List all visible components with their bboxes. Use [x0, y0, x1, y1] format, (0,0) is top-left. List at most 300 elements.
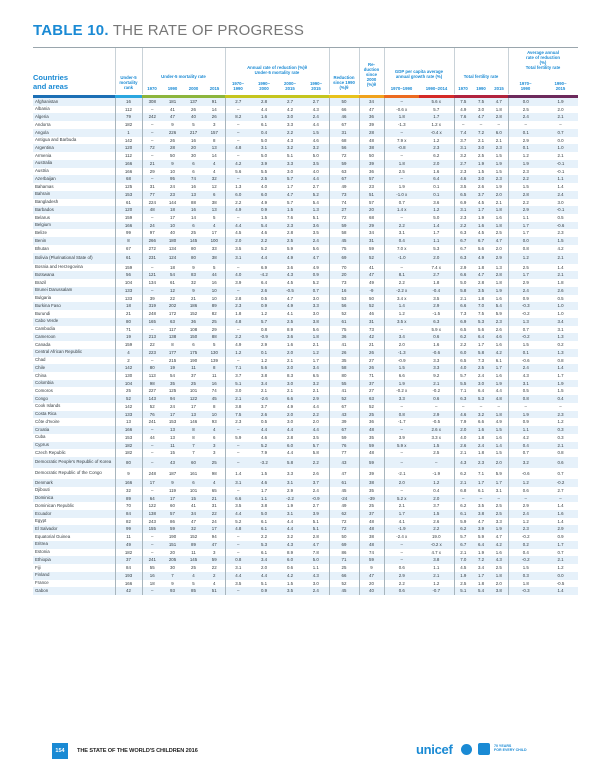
table-cell: 4.7 — [472, 113, 490, 121]
table-cell: 26 — [359, 364, 384, 372]
header-text: Under-5 — [120, 75, 137, 80]
table-cell: 3.8 — [260, 372, 268, 378]
table-cell: 7.0 — [472, 302, 490, 310]
table-cell: 5.8 — [312, 450, 319, 456]
country-name: China — [35, 372, 47, 378]
page-number: 154 — [52, 743, 68, 759]
table-cell: 4.3 — [277, 541, 303, 549]
table-cell: 2.0 — [419, 495, 454, 503]
table-cell: 2.2 — [384, 222, 419, 230]
table-cell: 5.9 — [225, 434, 251, 442]
table-cell: 5.6 — [251, 364, 277, 372]
table-row — [33, 137, 578, 145]
table-cell: 77 — [329, 449, 359, 457]
table-cell: – — [225, 357, 251, 365]
anniversary-text — [494, 744, 527, 753]
table-cell: 0.9 — [303, 271, 329, 279]
table-cell: 139 — [210, 357, 218, 363]
table-cell: 1.8 — [557, 280, 564, 286]
table-cell: 0.0 — [508, 237, 543, 245]
unicef-globe-icon — [461, 744, 472, 755]
table-cell: 88 — [204, 333, 225, 341]
table-cell: 41 — [170, 106, 175, 112]
table-cell: 2.1 — [477, 137, 485, 143]
table-cell: 21 — [204, 495, 225, 503]
country-name: Czech Republic — [35, 449, 66, 455]
table-cell: 7.1 — [225, 364, 251, 372]
country-name: Chad — [35, 357, 46, 363]
table-cell: 4.6 — [454, 175, 472, 183]
table-cell: 5.1 — [303, 525, 329, 533]
table-cell: 2.9 — [490, 253, 508, 264]
table-cell: 19 — [162, 364, 183, 372]
table-cell: 70 — [115, 502, 142, 510]
table-cell: 48 — [359, 426, 384, 434]
table-row — [33, 587, 578, 595]
table-cell: 2.9 — [454, 264, 472, 272]
table-cell: 7.9 — [454, 418, 472, 426]
country-name: Dominica — [33, 495, 115, 503]
table-cell: 27 — [329, 206, 359, 214]
table-cell: – — [142, 487, 162, 495]
header-u5-rank — [115, 76, 142, 91]
table-cell: 4.4 — [277, 525, 303, 533]
table-cell: 3.0 — [557, 199, 564, 205]
table-cell: 37 — [191, 372, 196, 378]
table-cell: – — [225, 541, 251, 549]
table-cell: 5.7 — [286, 199, 294, 205]
table-cell: 2.6 — [251, 287, 277, 295]
table-row — [33, 121, 578, 129]
table-cell: 4.3 — [303, 572, 329, 580]
table-cell: 3.2 — [454, 152, 472, 160]
table-row — [33, 403, 578, 411]
table-cell: 28 — [359, 129, 384, 137]
table-cell: 3.1 — [454, 206, 472, 214]
table-cell: 82 — [211, 311, 217, 317]
table-cell: 4.8 — [490, 395, 508, 403]
table-cell: 4.2 — [277, 572, 303, 580]
table-cell: 24 — [211, 518, 217, 524]
table-cell: 13 — [183, 411, 204, 419]
table-cell: 6.3 — [454, 395, 472, 403]
table-cell: 190 — [168, 534, 177, 540]
table-cell: 1.7 — [419, 113, 454, 121]
table-cell: 5.6 — [477, 245, 485, 251]
table-cell: 41 — [191, 503, 196, 509]
table-cell: 50 — [359, 152, 384, 160]
table-cell: 89 — [183, 541, 204, 549]
table-cell: 2.5 — [495, 503, 502, 509]
table-cell: – — [225, 214, 251, 222]
table-cell: 32 — [204, 175, 225, 183]
table-cell: 63 — [329, 168, 359, 176]
table-cell: 17 — [211, 230, 217, 236]
table-cell: 5 — [213, 342, 216, 348]
table-cell: 12 — [162, 287, 183, 295]
table-cell: 1.7 — [433, 230, 440, 236]
table-cell: 231 — [142, 253, 162, 264]
table-cell: 6.9 — [454, 318, 472, 326]
table-cell: 46 — [329, 113, 359, 121]
table-cell: 1.5 — [557, 388, 564, 394]
table-row — [33, 229, 578, 237]
header-period — [277, 82, 303, 92]
table-cell: 4.4 — [277, 426, 303, 434]
table-cell: 4 — [204, 426, 225, 434]
table-row — [33, 237, 578, 245]
table-cell: 68 — [115, 175, 142, 183]
table-cell: 142 — [115, 403, 142, 411]
table-cell: 2.1 — [225, 395, 251, 403]
table-cell: 4.7 — [277, 191, 303, 199]
table-cell: 3.4 — [251, 556, 277, 564]
table-cell: 1.2 — [303, 349, 329, 357]
table-cell: 1.9 — [543, 380, 578, 388]
table-cell: 1.2 — [433, 137, 440, 143]
table-cell: 2.1 — [419, 572, 454, 580]
table-cell: 75 — [329, 245, 359, 253]
table-cell: -0.9 — [303, 495, 329, 503]
table-cell: 0.8 — [557, 357, 564, 363]
table-cell: – — [559, 122, 562, 128]
table-cell: 8 — [213, 137, 216, 143]
table-cell: 71 — [115, 326, 142, 334]
table-cell: 120 — [115, 144, 142, 152]
table-cell: 50 — [170, 153, 175, 159]
table-cell: 7.6 — [286, 215, 294, 221]
table-cell: -0.8 — [384, 144, 419, 152]
table-cell: 161 — [189, 470, 198, 476]
table-cell: 159 — [115, 214, 142, 222]
table-cell: 1.1 — [543, 175, 578, 183]
table-cell: 8.2 — [225, 113, 251, 121]
table-cell: 5.3 — [472, 318, 490, 326]
table-cell: 48 — [359, 541, 384, 549]
table-cell: 20 — [183, 144, 204, 152]
table-cell: 1.3 — [225, 183, 251, 191]
table-cell: 1.8 — [225, 310, 251, 318]
table-cell: 1.2 — [557, 565, 564, 571]
table-cell: 1.4 x — [384, 206, 419, 214]
table-cell: 180 — [162, 237, 183, 245]
table-cell: – — [225, 121, 251, 129]
anniversary-line1: 70 YEARS — [494, 744, 512, 748]
table-cell: 5.5 — [454, 380, 472, 388]
table-cell: 49 — [359, 279, 384, 287]
table-cell: 4.9 — [312, 264, 319, 270]
table-row — [33, 357, 578, 365]
table-cell: 1.8 — [303, 333, 329, 341]
table-cell: 5.4 — [312, 199, 319, 205]
table-cell: 7.3 — [454, 310, 472, 318]
table-cell: 122 — [183, 395, 204, 403]
table-cell: 2.0 — [277, 349, 303, 357]
table-cell: 3.2 — [303, 380, 329, 388]
table-row — [33, 245, 578, 253]
table-cell: 19.0 — [431, 534, 441, 540]
table-cell: 1.7 — [312, 357, 319, 363]
table-cell: 3.6 — [277, 333, 303, 341]
table-cell: 4.7 — [472, 271, 490, 279]
table-cell: 2.5 — [495, 230, 502, 236]
table-cell: 2.2 — [225, 333, 251, 341]
table-cell: 6.1 — [260, 549, 268, 555]
table-cell: 57 — [162, 510, 183, 518]
table-cell: – — [142, 587, 162, 595]
header-text: GDP per capita average — [394, 69, 444, 74]
table-cell: 6.0 — [277, 556, 303, 564]
country-name: Armenia — [35, 152, 52, 158]
table-number: TABLE 10. — [33, 22, 109, 39]
table-cell: 9 — [162, 479, 183, 487]
table-cell: 6 — [213, 434, 216, 440]
table-cell: 52 — [142, 403, 162, 411]
table-cell: 0.4 — [384, 237, 419, 245]
table-cell: 27 — [359, 387, 384, 395]
table-cell: 6.5 — [454, 191, 472, 199]
table-cell: 8 — [115, 237, 142, 245]
table-cell: 2.5 — [277, 237, 303, 245]
table-cell: 3.6 — [433, 199, 440, 205]
table-cell: 4 — [213, 168, 216, 174]
table-header — [33, 48, 578, 94]
table-cell: 2.5 — [384, 168, 419, 176]
table-row — [33, 418, 578, 426]
table-cell: 99 — [115, 229, 142, 237]
table-cell: 2.8 — [508, 191, 543, 199]
table-cell: 26 — [170, 137, 175, 143]
table-cell: -0.9 — [251, 333, 277, 341]
header-text: Re- — [368, 62, 375, 67]
table-cell: 120 — [115, 206, 142, 214]
table-cell: 47 — [204, 541, 225, 549]
table-cell: 5.3 — [433, 245, 440, 251]
table-cell: -0.1 — [543, 160, 578, 168]
table-cell: 182 — [115, 549, 142, 557]
table-cell: 29 — [142, 168, 162, 176]
table-cell: 36 — [329, 333, 359, 341]
table-cell: – — [454, 403, 472, 411]
table-cell: 86 — [329, 549, 359, 557]
table-cell: 3.6 — [286, 264, 294, 270]
table-cell: 1.2 — [419, 206, 454, 214]
table-cell: 37 — [359, 380, 384, 388]
table-cell: – — [225, 449, 251, 457]
table-cell: – — [225, 152, 251, 160]
table-cell: 1.6 — [251, 113, 277, 121]
table-cell: 3.1 — [277, 510, 303, 518]
table-cell: 2.3 — [454, 214, 472, 222]
table-cell: 5 — [213, 264, 216, 270]
table-cell: 6.4 — [260, 280, 268, 286]
table-cell: 2.2 — [508, 199, 543, 207]
table-cell: 24 — [142, 222, 162, 230]
table-cell: 104 — [115, 279, 142, 287]
table-cell: 3.9 — [225, 279, 251, 287]
table-cell: 4.7 — [490, 237, 508, 245]
table-cell: 165 — [142, 318, 162, 326]
table-cell: 16 — [142, 572, 162, 580]
table-cell: – — [225, 487, 251, 495]
table-cell: 34 — [183, 510, 204, 518]
header-text: 1990 — [233, 85, 243, 91]
header-text: 2000– — [284, 81, 296, 86]
table-cell: 227 — [142, 387, 162, 395]
table-cell: 3.4 — [543, 318, 578, 326]
table-cell: 6.1 — [251, 525, 277, 533]
table-cell: 50 — [329, 98, 359, 106]
table-cell: 181 — [162, 98, 183, 106]
table-row — [33, 434, 578, 442]
table-cell: 5.6 — [312, 245, 319, 251]
table-cell: 69 — [329, 253, 359, 264]
table-cell: 74 — [211, 388, 217, 394]
table-cell: 3.5 — [277, 587, 303, 595]
table-cell: 3.7 — [260, 403, 268, 409]
header-countries-line2: and areas — [33, 81, 69, 91]
table-cell: 1.4 — [557, 264, 564, 270]
table-cell: 5.3 — [251, 541, 277, 549]
table-cell: 3.2 — [277, 144, 303, 152]
table-cell: 3.3 x — [431, 434, 442, 440]
table-cell: 47 — [191, 518, 196, 524]
table-cell: 134 — [168, 245, 177, 251]
table-cell: 2.5 — [477, 153, 485, 159]
table-cell: 2.5 — [495, 565, 502, 571]
table-cell: 4.4 — [303, 175, 329, 183]
table-cell: 1.8 — [508, 580, 543, 588]
table-cell: 49 — [329, 502, 359, 510]
table-cell: 3.4 x — [384, 295, 419, 303]
table-cell: 1.9 — [543, 98, 578, 106]
table-cell: 2.5 — [508, 106, 543, 114]
table-cell: 1.8 — [495, 106, 502, 112]
table-cell: 13 — [183, 191, 204, 199]
table-cell: 166 — [115, 479, 142, 487]
table-row — [33, 580, 578, 588]
table-cell: 36 — [183, 318, 204, 326]
table-row — [33, 279, 578, 287]
table-cell: 145 — [183, 237, 204, 245]
table-cell: 59 — [162, 525, 183, 533]
table-cell: 54 — [170, 372, 175, 378]
table-cell: 4.3 — [490, 556, 508, 564]
table-cell: 175 — [183, 349, 204, 357]
table-cell: 6.2 — [454, 502, 472, 510]
table-cell: 34 — [359, 98, 384, 106]
table-cell: 22 — [170, 295, 175, 301]
table-cell: 6.4 — [472, 541, 490, 549]
table-cell: 152 — [189, 534, 198, 540]
table-cell: 66 — [329, 572, 359, 580]
country-name: Australia — [33, 160, 115, 168]
table-cell: 223 — [142, 349, 162, 357]
table-cell: 4.9 — [225, 206, 251, 214]
table-cell: – — [490, 495, 508, 503]
header-tfr-arr-group — [508, 51, 578, 71]
data-table — [33, 98, 578, 595]
table-cell: 3.5 x — [384, 318, 419, 326]
table-cell: -1.0 x — [384, 191, 419, 199]
table-cell: 6.4 — [472, 333, 490, 341]
table-cell: 308 — [142, 98, 162, 106]
table-cell: 5.9 x — [384, 442, 419, 450]
table-cell: 2.1 — [312, 388, 319, 394]
table-cell: – — [225, 549, 251, 557]
header-text: 1990– — [258, 81, 270, 86]
header-text: duction — [363, 66, 380, 72]
table-cell: – — [142, 152, 162, 160]
header-text: Annual rate of reduction (%)θ — [247, 65, 307, 70]
table-cell: 3.2 — [508, 457, 543, 468]
table-cell: -1.0 — [384, 253, 419, 264]
table-cell: 1.1 — [312, 565, 319, 571]
table-row — [33, 518, 578, 526]
table-cell: 2.2 — [454, 222, 472, 230]
table-cell: 7.5 — [477, 311, 485, 317]
table-cell: 9 — [192, 264, 195, 270]
table-cell: -1.7 — [384, 418, 419, 426]
country-name: Bahamas — [35, 183, 54, 189]
table-cell: 74 — [359, 549, 384, 557]
table-cell: 14 — [191, 215, 196, 221]
table-cell: -0.5 — [432, 419, 441, 425]
table-cell: 2.2 — [303, 411, 329, 419]
country-name: Djibouti — [35, 487, 50, 493]
table-cell: -2.2 — [277, 495, 303, 503]
table-cell: 59 — [359, 457, 384, 468]
table-cell: 5.7 — [433, 106, 440, 112]
table-cell: 3 — [213, 122, 216, 128]
table-cell: 1.2 — [384, 310, 419, 318]
table-cell: 0.6 — [543, 457, 578, 468]
table-cell: 0.2 — [557, 342, 564, 348]
table-cell: – — [454, 121, 472, 129]
table-cell: 4.7 — [303, 253, 329, 264]
table-cell: 54 — [162, 271, 183, 279]
table-cell: 1.8 — [477, 264, 485, 270]
table-cell: 6.9 — [260, 264, 268, 270]
table-cell: 4 — [204, 479, 225, 487]
table-cell: 25 — [115, 387, 142, 395]
table-cell: 6 — [204, 191, 225, 199]
table-cell: 2.9 — [303, 395, 329, 403]
table-cell: 1.6 — [495, 372, 502, 378]
table-cell: 2.9 — [543, 525, 578, 533]
table-cell: 0.7 — [508, 449, 543, 457]
table-cell: – — [225, 137, 251, 145]
table-cell: 0.0 — [557, 137, 564, 143]
country-name: Chile — [33, 364, 115, 372]
table-cell: 26 — [329, 349, 359, 357]
page-title — [33, 22, 304, 39]
table-cell: 5.4 — [251, 222, 277, 230]
table-cell: 1.5 — [495, 168, 502, 174]
table-cell: 73 — [329, 279, 359, 287]
table-cell: 6.0 — [277, 442, 303, 450]
table-cell: 2.2 — [260, 534, 268, 540]
table-cell: 6.5 — [454, 357, 472, 365]
table-cell: 26 — [191, 106, 196, 112]
table-row — [33, 199, 578, 207]
header-text: annual growth rate (%) — [395, 73, 443, 79]
table-cell: -1.3 — [384, 349, 419, 357]
table-cell: 319 — [142, 302, 162, 310]
table-cell: 2.0 — [490, 457, 508, 468]
table-cell: 1.1 — [508, 214, 543, 222]
table-cell: 4.4 — [251, 426, 277, 434]
